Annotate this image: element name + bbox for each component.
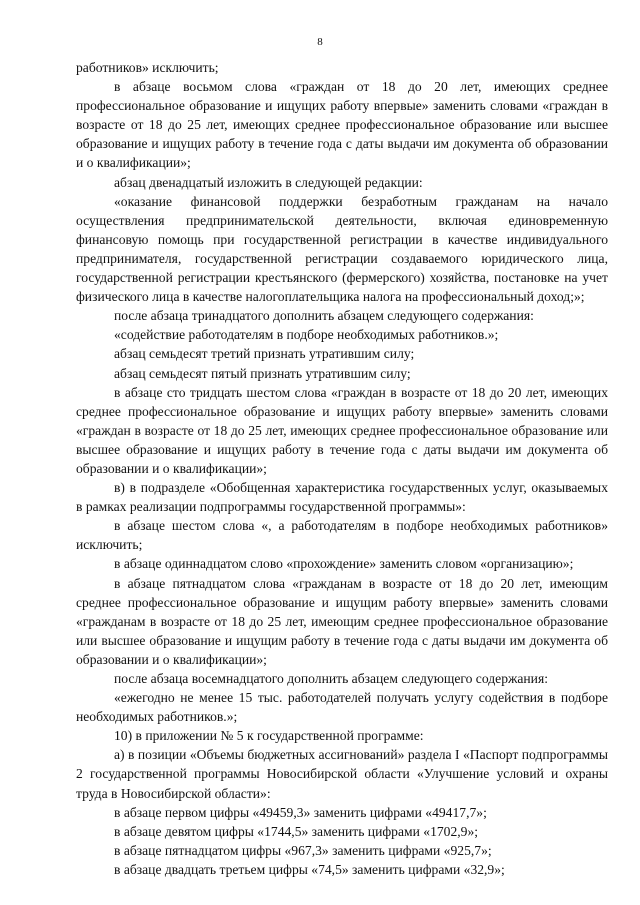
paragraph: в абзаце первом цифры «49459,3» заменить цифрами «49417,7»;: [114, 804, 487, 820]
paragraph: после абзаца тринадцатого дополнить абзацем следующего содержания:: [114, 308, 534, 324]
document-body: [76, 58, 608, 879]
paragraph: в абзаце одиннадцатом слово «прохождение» заменить словом «организацию»;: [114, 556, 574, 572]
page-number: 8: [317, 36, 323, 48]
paragraph: 10) в приложении № 5 к государственной программе:: [114, 728, 424, 744]
paragraph: в абзаце пятнадцатом слова «гражданам в возрасте от 18 до 20 лет, имеющим среднее профессиональное образование и ищущим работу впервые» заменить словами «гражданам в возрасте от 18 до 25 лет, имеющим среднее профессиональное образование или высшее образование и ищущим работу в течение года с даты выдачи им документа об образовании и о квалификации»;: [76, 575, 608, 667]
paragraph: в абзаце девятом цифры «1744,5» заменить цифрами «1702,9»;: [114, 823, 479, 839]
paragraph: абзац семьдесят пятый признать утратившим силу;: [114, 365, 411, 381]
paragraph: абзац двенадцатый изложить в следующей редакции:: [114, 174, 423, 190]
paragraph: «оказание финансовой поддержки безработным гражданам на начало осуществления предпринимательской деятельности, включая единовременную финансовую помощь при государственной регистрации в качестве индивидуального предпринимателя, государственной регистрации создаваемого юридического лица, государственной регистрации крестьянского (фермерского) хозяйства, постановке на учет физического лица в качестве налогоплательщика налога на профессиональный доход;»;: [76, 193, 608, 305]
paragraph: работников» исключить;: [76, 60, 219, 75]
paragraph: абзац семьдесят третий признать утратившим силу;: [114, 346, 415, 362]
paragraph: в абзаце восьмом слова «граждан от 18 до 20 лет, имеющих среднее профессиональное образование и ищущих работу впервые» заменить словами «граждан в возрасте от 18 до 25 лет, имеющих среднее профессиональное образование или высшее образование и ищущих работу в течение года с даты выдачи им документа об образовании и о квалификации»;: [76, 79, 608, 171]
paragraph: после абзаца восемнадцатого дополнить абзацем следующего содержания:: [114, 671, 548, 686]
paragraph: в абзаце шестом слова «, а работодателям в подборе необходимых работников» исключить;: [76, 518, 608, 553]
paragraph: в) в подразделе «Обобщенная характеристика государственных услуг, оказываемых в рамках реализации подпрограммы государственной программы»:: [76, 480, 608, 515]
paragraph: в абзаце двадцать третьем цифры «74,5» заменить цифрами «32,9»;: [114, 861, 505, 877]
paragraph: в абзаце сто тридцать шестом слова «граждан в возрасте от 18 до 20 лет, имеющих среднее профессиональное образование и ищущих работу впервые» заменить словами «граждан в возрасте от 18 до 25 лет, имеющих среднее профессиональное образование или высшее образование и ищущих работу в течение года с даты выдачи им документа об образовании и о квалификации»;: [76, 384, 608, 476]
paragraph: «ежегодно не менее 15 тыс. работодателей получать услугу содействия в подборе необходимых работников.»;: [76, 690, 608, 725]
paragraph: а) в позиции «Объемы бюджетных ассигнований» раздела I «Паспорт подпрограммы 2 государственной программы Новосибирской области «Улучшение условий и охраны труда в Новосибирской области»:: [76, 747, 608, 801]
paragraph: «содействие работодателям в подборе необходимых работников.»;: [114, 327, 499, 343]
paragraph: в абзаце пятнадцатом цифры «967,3» заменить цифрами «925,7»;: [114, 842, 492, 858]
